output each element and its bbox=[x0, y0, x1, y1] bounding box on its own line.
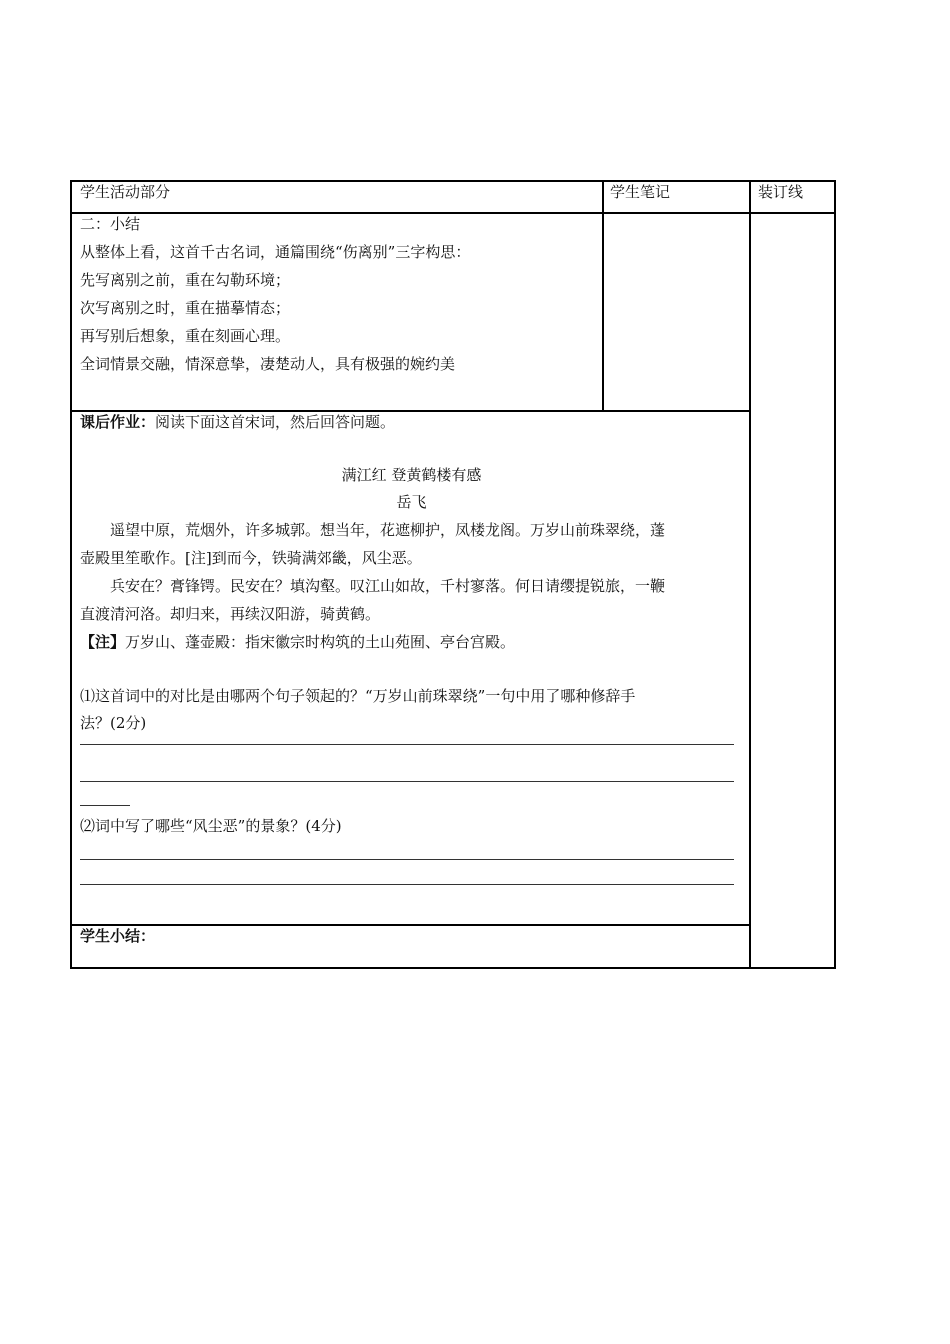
note-text: 万岁山、蓬壶殿：指宋徽宗时构筑的土山苑囿、亭台宫殿。 bbox=[125, 633, 516, 651]
summary-line: 全词情景交融，情深意挚，凄楚动人，具有极强的婉约美 bbox=[80, 355, 456, 373]
question-2: ⑵词中写了哪些“风尘恶”的景象？(4分) bbox=[80, 817, 342, 835]
poem-stanza2-line2: 直渡清河洛。却归来，再续汉阳游，骑黄鹤。 bbox=[80, 605, 381, 623]
question-1-line2: 法？(2分) bbox=[80, 714, 147, 732]
homework-label: 课后作业： bbox=[80, 413, 156, 431]
header-divider bbox=[72, 212, 834, 214]
poem-stanza1-line2: 壶殿里笙歌作。[注]到而今，铁骑满郊畿，风尘恶。 bbox=[80, 549, 422, 567]
answer-line-1[interactable] bbox=[80, 744, 734, 745]
poem-stanza2-line1: 兵安在？膏锋锷。民安在？填沟壑。叹江山如故，千村寥落。何日请缨提锐旅，一鞭 bbox=[110, 577, 666, 595]
summary-line: 再写别后想象，重在刻画心理。 bbox=[80, 327, 291, 345]
header-notes: 学生笔记 bbox=[610, 183, 671, 201]
summary-line: 从整体上看，这首千古名词，通篇围绕“伤离别”三字构思： bbox=[80, 243, 471, 261]
poem-title: 满江红 登黄鹤楼有感 bbox=[341, 466, 482, 484]
header-binding: 装订线 bbox=[758, 183, 804, 201]
student-summary-label: 学生小结： bbox=[80, 927, 156, 945]
header-activity: 学生活动部分 bbox=[80, 183, 171, 201]
poem-author: 岳飞 bbox=[396, 493, 427, 511]
answer-line-2[interactable] bbox=[80, 781, 734, 782]
summary-line: 先写离别之前，重在勾勒环境； bbox=[80, 271, 291, 289]
summary-heading: 二：小结 bbox=[80, 215, 141, 233]
question-1-line1: ⑴这首词中的对比是由哪两个句子领起的？“万岁山前珠翠绕”一句中用了哪种修辞手 bbox=[80, 687, 636, 705]
notes-column-divider bbox=[602, 182, 604, 412]
binding-column-divider bbox=[749, 182, 751, 969]
note-label: 【注】 bbox=[80, 633, 126, 651]
summary-line: 次写离别之时，重在描摹情态； bbox=[80, 299, 291, 317]
poem-stanza1-line1: 遥望中原，荒烟外，许多城郭。想当年，花遮柳护，凤楼龙阁。万岁山前珠翠绕，蓬 bbox=[110, 521, 666, 539]
answer-line-4[interactable] bbox=[80, 884, 734, 885]
homework-divider bbox=[72, 924, 751, 926]
homework-instruction: 阅读下面这首宋词，然后回答问题。 bbox=[155, 413, 396, 431]
answer-line-short[interactable] bbox=[80, 805, 130, 806]
poem-note bbox=[80, 628, 515, 656]
worksheet-table bbox=[70, 180, 836, 969]
homework-instruction-row bbox=[80, 408, 395, 436]
answer-line-3[interactable] bbox=[80, 859, 734, 860]
